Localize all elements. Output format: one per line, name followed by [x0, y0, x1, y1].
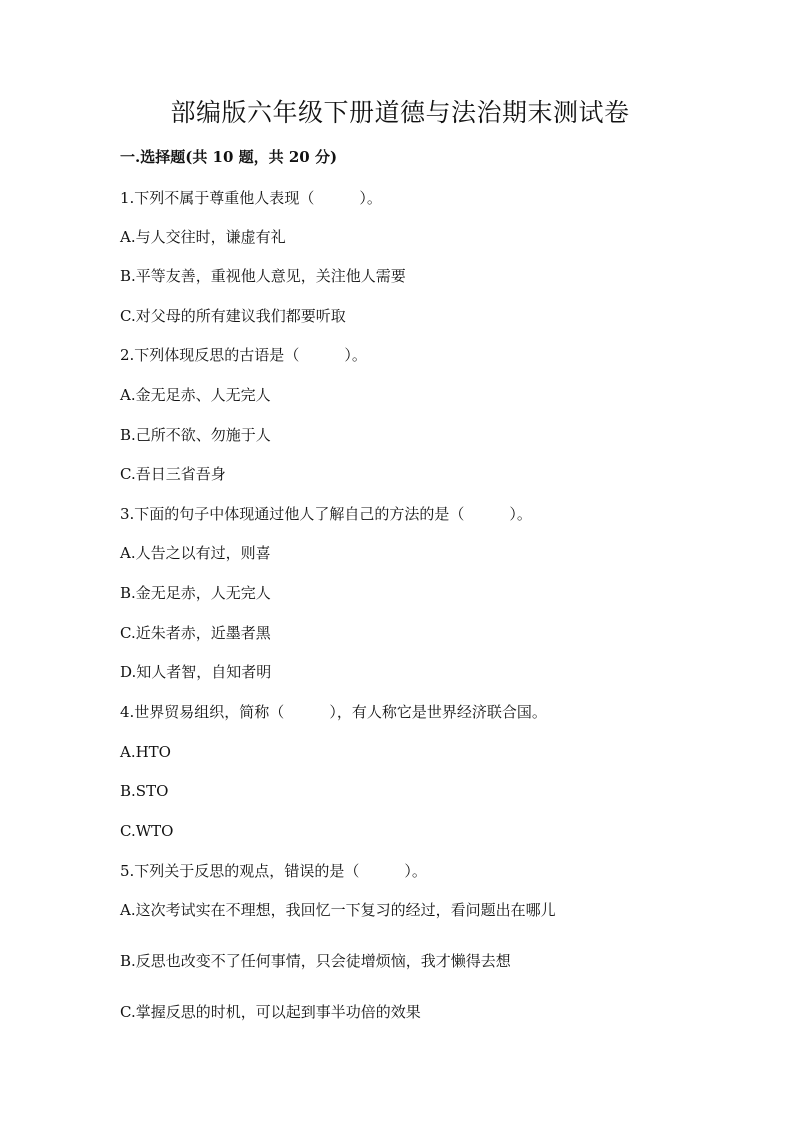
- question-2-option-b: B.己所不欲、勿施于人: [120, 426, 271, 444]
- question-4-stem: 4.世界贸易组织，简称（ ），有人称它是世界经济联合国。: [120, 703, 547, 721]
- question-1-option-a: A.与人交往时，谦虚有礼: [120, 228, 286, 246]
- question-1-option-b: B.平等友善，重视他人意见，关注他人需要: [120, 267, 406, 285]
- question-3-option-c: C.近朱者赤，近墨者黑: [120, 624, 271, 642]
- question-5-stem: 5.下列关于反思的观点，错误的是（ ）。: [120, 862, 427, 880]
- question-2-option-c: C.吾日三省吾身: [120, 465, 226, 483]
- question-3-option-b: B.金无足赤，人无完人: [120, 584, 271, 602]
- question-5-option-b: B.反思也改变不了任何事情，只会徒增烦恼，我才懒得去想: [120, 952, 511, 970]
- question-1-option-c: C.对父母的所有建议我们都要听取: [120, 307, 346, 325]
- document-title: 部编版六年级下册道德与法治期末测试卷: [170, 98, 630, 127]
- question-4-option-c: C.WTO: [120, 822, 174, 840]
- question-5-option-a: A.这次考试实在不理想，我回忆一下复习的经过，看问题出在哪儿: [120, 901, 556, 919]
- question-1-stem: 1.下列不属于尊重他人表现（ ）。: [120, 189, 382, 207]
- question-3-stem: 3.下面的句子中体现通过他人了解自己的方法的是（ ）。: [120, 505, 532, 523]
- question-2-stem: 2.下列体现反思的古语是（ ）。: [120, 346, 367, 364]
- question-5-option-c: C.掌握反思的时机，可以起到事半功倍的效果: [120, 1003, 421, 1021]
- question-3-option-d: D.知人者智，自知者明: [120, 663, 272, 681]
- section-heading: 一.选择题(共 10 题，共 20 分): [120, 148, 338, 166]
- question-2-option-a: A.金无足赤、人无完人: [120, 386, 271, 404]
- question-3-option-a: A.人告之以有过，则喜: [120, 544, 271, 562]
- question-4-option-a: A.HTO: [120, 743, 171, 761]
- question-4-option-b: B.STO: [120, 782, 169, 800]
